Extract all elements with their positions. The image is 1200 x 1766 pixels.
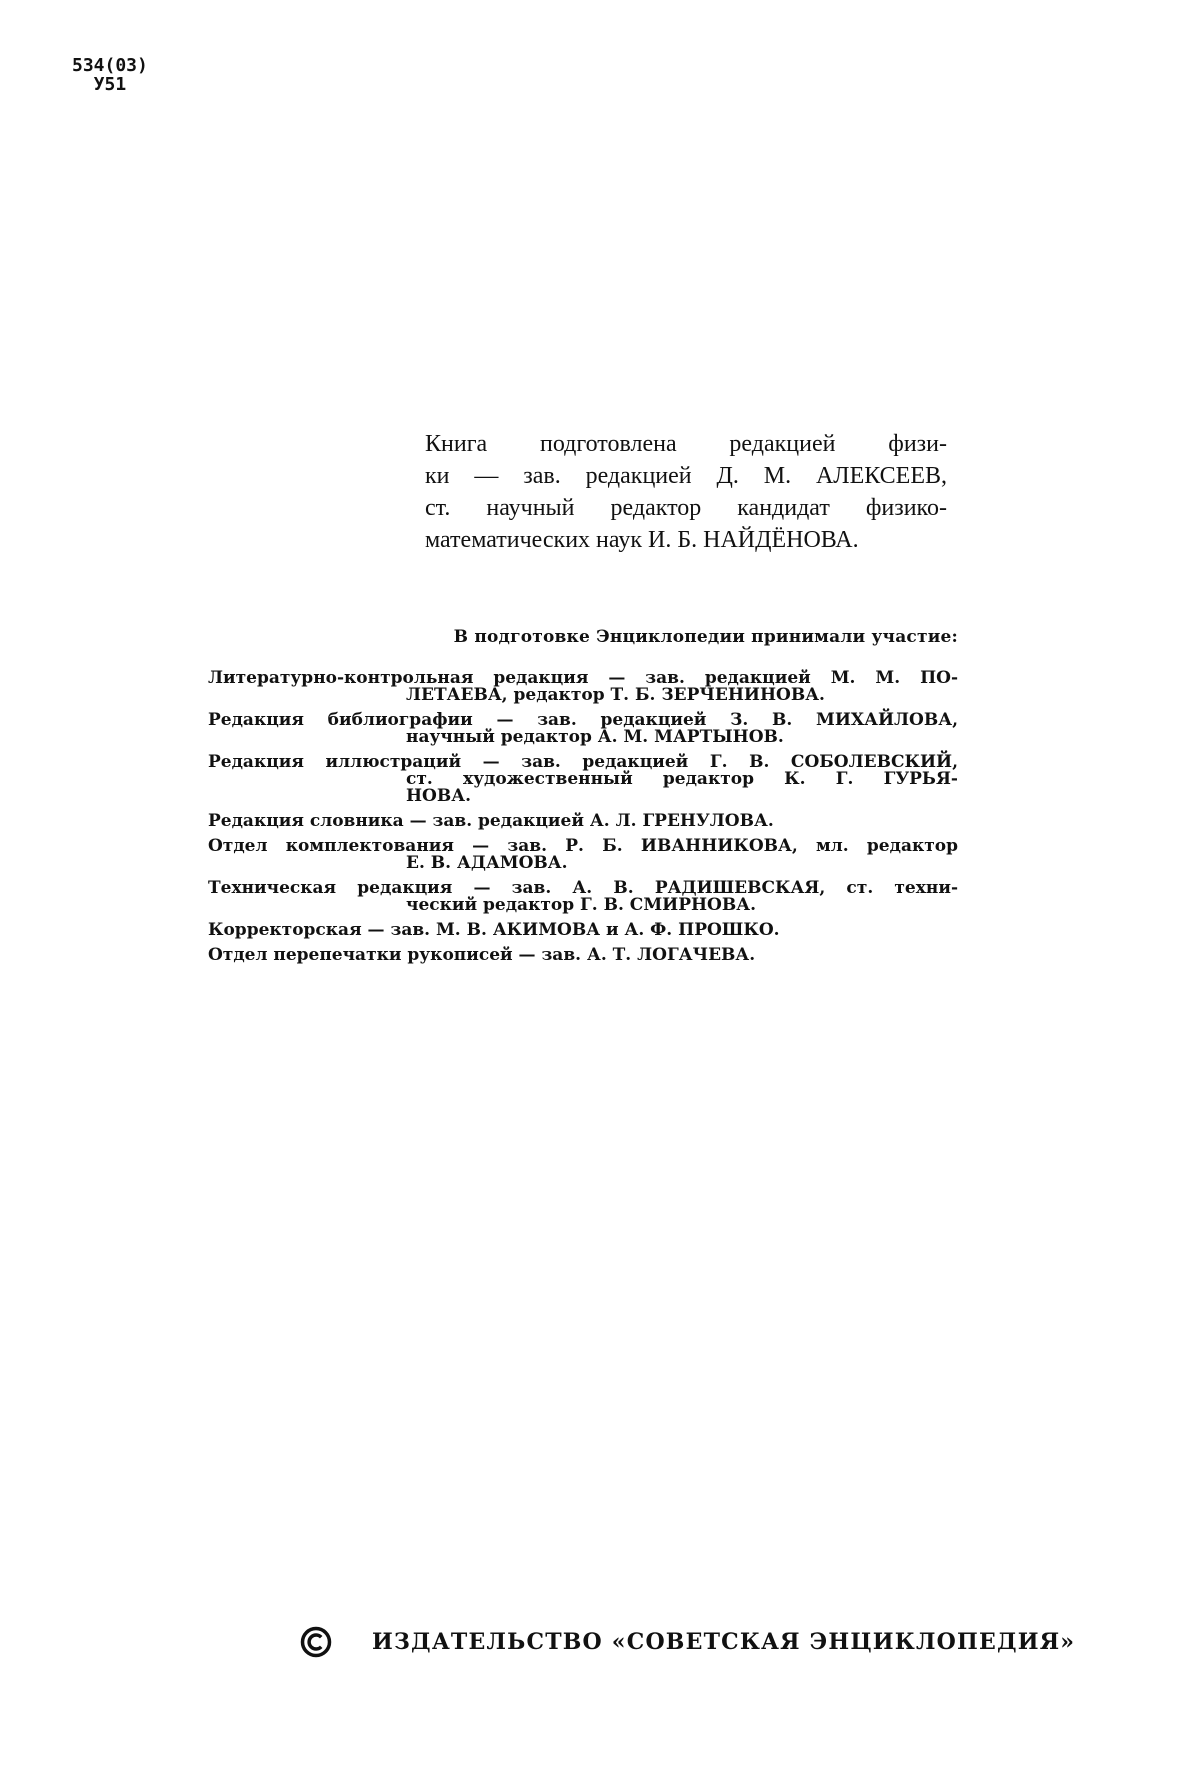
staff-entry-line: ст. художественный редактор К. Г. ГУРЬЯ- [406,769,958,789]
staff-entry [208,947,958,964]
bbk-code: У51 [93,74,127,95]
staff-entry [208,838,958,872]
staff-entry [208,922,958,939]
staff-entry-line: НОВА. [406,786,472,806]
credit-line: Книга подготовлена редакцией физи- [425,431,947,457]
publisher-imprint [300,1620,1076,1664]
credit-line: математических наук И. Б. НАЙДЁНОВА. [425,527,859,553]
editorial-credit [425,428,947,556]
staff-entry-line: Отдел комплектования — зав. Р. Б. ИВАННИКОВА, мл. редактор [208,836,958,856]
credit-line: ст. научный редактор кандидат физико- [425,495,947,521]
staff-entry-line: Редакция иллюстраций — зав. редакцией Г. В. СОБОЛЕВСКИЙ, [208,752,958,772]
staff-entry-line: Техническая редакция — зав. А. В. РАДИШЕВСКАЯ, ст. техни- [208,878,958,898]
credit-line: ки — зав. редакцией Д. М. АЛЕКСЕЕВ, [425,463,947,489]
staff-list [208,670,958,972]
staff-entry-line: ЛЕТАЕВА, редактор Т. Б. ЗЕРЧЕНИНОВА. [406,685,825,705]
staff-entry-line: Литературно-контрольная редакция — зав. редакцией М. М. ПО- [208,668,958,688]
staff-entry-line: Отдел перепечатки рукописей — зав. А. Т. ЛОГАЧЕВА. [208,945,756,965]
copyright-icon [300,1626,332,1658]
staff-entry [208,712,958,746]
staff-entry [208,670,958,704]
staff-entry-line: ческий редактор Г. В. СМИРНОВА. [406,895,757,915]
staff-entry [208,754,958,805]
staff-entry-line: научный редактор А. М. МАРТЫНОВ. [406,727,784,747]
staff-entry-line: Е. В. АДАМОВА. [406,853,568,873]
classification-code [72,56,148,94]
udc-code: 534(03) [72,55,148,76]
staff-entry-line: Редакция библиографии — зав. редакцией З. В. МИХАЙЛОВА, [208,710,958,730]
staff-entry [208,880,958,914]
participation-heading: В подготовке Энциклопедии принимали участие: [453,627,958,647]
staff-entry [208,813,958,830]
publisher-name: ИЗДАТЕЛЬСТВО «СОВЕТСКАЯ ЭНЦИКЛОПЕДИЯ» [372,1629,1076,1655]
staff-entry-line: Корректорская — зав. М. В. АКИМОВА и А. Ф. ПРОШКО. [208,920,780,940]
staff-entry-line: Редакция словника — зав. редакцией А. Л. ГРЕНУЛОВА. [208,811,774,831]
